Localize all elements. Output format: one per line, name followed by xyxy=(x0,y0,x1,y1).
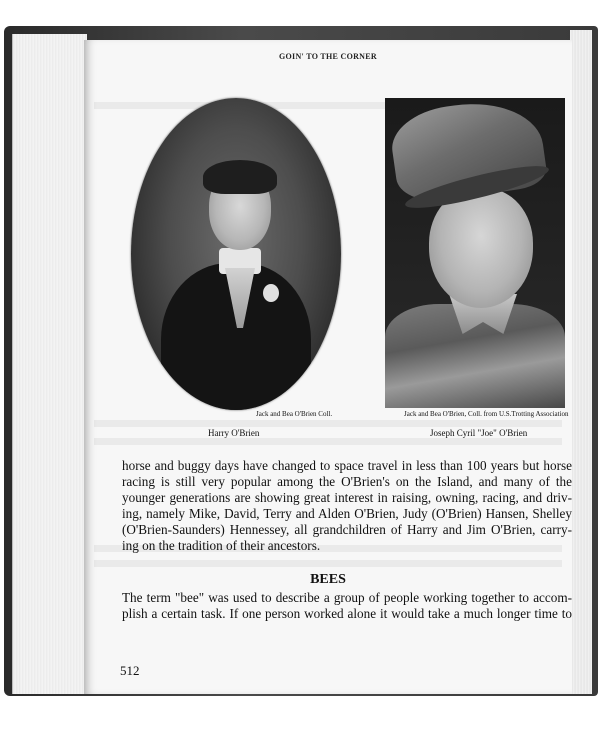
section-heading: BEES xyxy=(310,572,346,587)
body-line: plish a certain task. If one person worked alone it would take a much longer time to xyxy=(122,606,572,621)
bleed-through xyxy=(94,420,562,428)
body-line: ing on the tradition of their ancestors. xyxy=(122,538,321,553)
photo-credit-right: Jack and Bea O'Brien, Coll. from U.S.Trotting Association xyxy=(404,410,569,418)
body-line: The term "bee" was used to describe a group of people working together to accom- xyxy=(122,590,572,605)
body-line: racing is still very popular among the O'Brien's on the Island, and many of the xyxy=(122,474,572,489)
body-line: horse and buggy days have changed to space travel in less than 100 years but horse xyxy=(122,458,572,473)
page-edges-right xyxy=(570,30,592,694)
page-number: 512 xyxy=(120,663,140,678)
face xyxy=(429,188,533,308)
hair xyxy=(203,160,277,194)
boutonniere xyxy=(263,284,279,302)
photo-harry-obrien xyxy=(131,98,341,410)
book-page xyxy=(84,40,572,694)
oval-portrait xyxy=(131,98,341,410)
caption-left: Harry O'Brien xyxy=(208,428,260,438)
caption-right: Joseph Cyril "Joe" O'Brien xyxy=(430,428,528,438)
photo-joe-obrien xyxy=(385,98,565,408)
bleed-through xyxy=(94,438,562,446)
body-line: (O'Brien-Saunders) Hennessey, all grandchildren of Harry and Jim O'Brien, carry- xyxy=(122,522,572,537)
running-head: GOIN' TO THE CORNER xyxy=(279,52,377,61)
bleed-through xyxy=(94,560,562,568)
body-line: ing, namely Mike, David, Terry and Alden O'Brien, Judy (O'Brien) Hansen, Shelley xyxy=(122,506,572,521)
body-line: younger generations are showing great interest in raising, owning, racing, and driv- xyxy=(122,490,572,505)
photo-credit-left: Jack and Bea O'Brien Coll. xyxy=(256,410,333,418)
page-edges-left xyxy=(12,34,87,694)
